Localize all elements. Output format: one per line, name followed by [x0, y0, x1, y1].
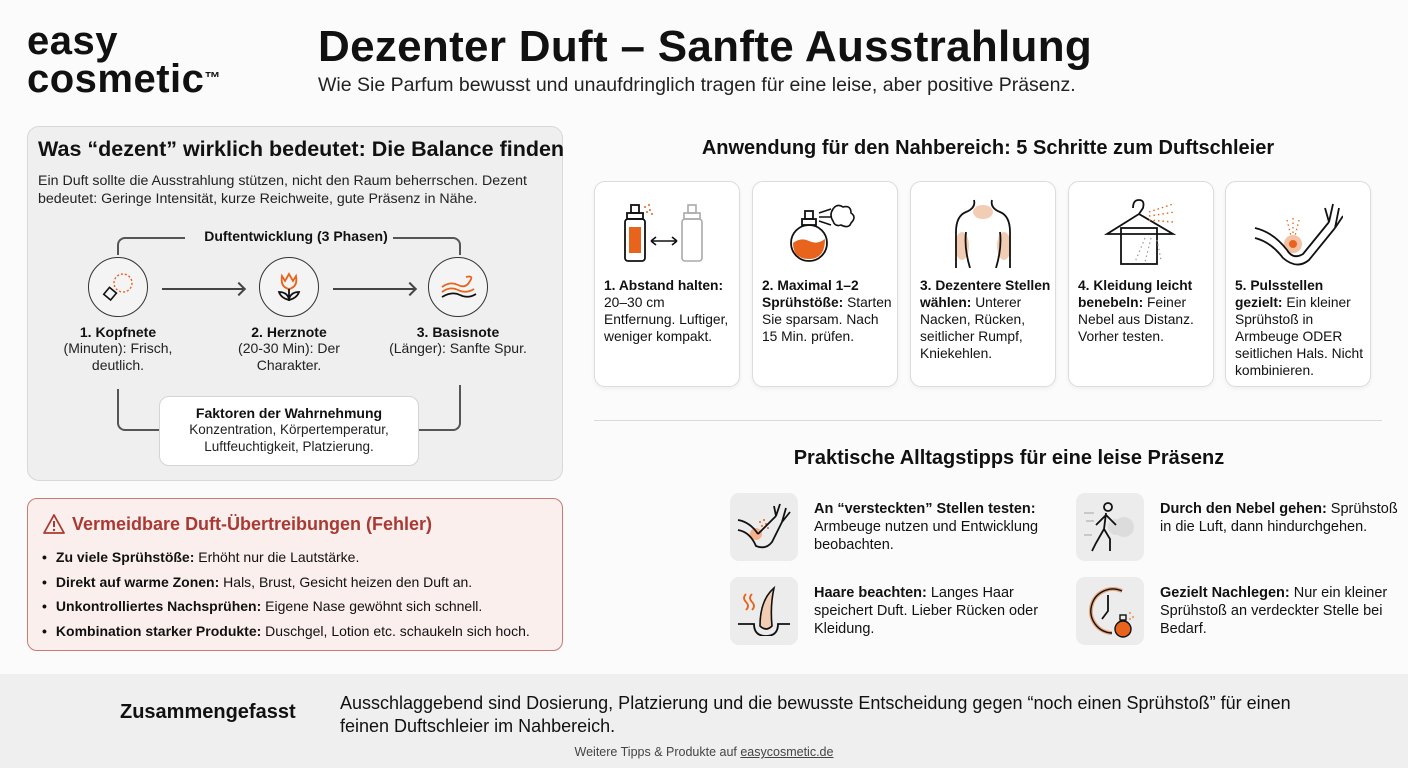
cycle-line-bottom-left: [117, 389, 160, 431]
cycle-line-top-right: [393, 237, 461, 255]
summary-label: Zusammengefasst: [120, 701, 296, 723]
walking-person-icon: [1076, 493, 1144, 561]
tip-text: Durch den Nebel gehen: Sprühstoß in die Luft, dann hindurchgehen.: [1160, 501, 1398, 535]
cycle-line-top-left: [117, 237, 185, 255]
factors-text: Konzentration, Körpertemperatur, Luftfeuchtigkeit, Platzierung.: [189, 422, 389, 454]
steps-title: Anwendung für den Nahbereich: 5 Schritte zum Duftschleier: [701, 137, 1275, 159]
brand-line-1: easy: [27, 19, 118, 63]
arm-pulse-icon: [1226, 182, 1370, 272]
arm-test-icon: [730, 493, 798, 561]
footer: [0, 745, 1408, 759]
tip-item-3: [730, 577, 1039, 645]
body-back-icon: [911, 182, 1055, 272]
footer-link[interactable]: easycosmetic.de: [740, 745, 834, 759]
phase-base-note: 3. Basisnote (Länger): Sanfte Spur.: [383, 257, 533, 357]
summary-text: Ausschlaggebend sind Dosierung, Platzierung und die bewusste Entscheidung gegen “noch einen Sprühstoß” für einen feinen Duftschleier im Nahbereich.: [340, 693, 1291, 736]
perfume-bottle-icon: [753, 182, 897, 272]
cycle-title: Duftentwicklung (3 Phasen): [204, 228, 388, 244]
page-subtitle: Wie Sie Parfum bewusst und unaufdringlich tragen für eine leise, aber positive Präsenz.: [318, 74, 1076, 96]
mistakes-list: [42, 545, 530, 643]
step-text: 5. Pulsstellen gezielt: Ein kleiner Sprühstoß in Armbeuge ODER seitlichen Hals. Nicht kombinieren.: [1235, 278, 1364, 378]
clock-perfume-icon: [1076, 577, 1144, 645]
step-text: 4. Kleidung leicht benebeln: Feiner Nebel aus Distanz. Vorher testen.: [1078, 278, 1194, 344]
footer-prefix: Weitere Tipps & Produkte auf: [574, 745, 741, 759]
tip-item-2: [1076, 493, 1398, 561]
step-text: 1. Abstand halten: 20–30 cm Entfernung. Luftiger, weniger kompakt.: [604, 278, 729, 344]
step-text: 2. Maximal 1–2 Sprühstöße: Starten Sie sparsam. Nach 15 Min. prüfen.: [762, 278, 892, 344]
balance-title: Was “dezent” wirklich bedeutet: Die Balance finden: [38, 137, 565, 161]
phase-heart-note: 2. Herznote (20-30 Min): Der Charakter.: [214, 257, 364, 374]
tip-text: Gezielt Nachlegen: Nur ein kleiner Sprühstoß an verdeckter Stelle bei Bedarf.: [1160, 585, 1388, 637]
summary-band: [0, 674, 1408, 768]
step-card-2: [752, 181, 898, 387]
wave-trail-icon: [428, 257, 488, 317]
step-card-5: [1225, 181, 1371, 387]
balance-intro: Ein Duft sollte die Ausstrahlung stützen, nicht den Raum beherrschen. Dezent bedeutet: Geringe Intensität, kurze Reichweite, gute Präsenz in Nähe.: [38, 173, 527, 207]
mistake-item: • Unkontrolliertes Nachsprühen: Eigene Nase gewöhnt sich schnell.: [42, 594, 530, 619]
mistake-item: • Direkt auf warme Zonen: Hals, Brust, Gesicht heizen den Duft an.: [42, 570, 530, 595]
spray-burst-icon: [88, 257, 148, 317]
hair-strand-icon: [730, 577, 798, 645]
phase-top-note: 1. Kopfnete (Minuten): Frisch, deutlich.: [43, 257, 193, 374]
mistake-item: • Zu viele Sprühstöße: Erhöht nur die Lautstärke.: [42, 545, 530, 570]
flower-icon: [259, 257, 319, 317]
trademark: ™: [204, 70, 221, 87]
mistakes-title: Vermeidbare Duft-Übertreibungen (Fehler): [72, 513, 433, 534]
balance-card: [27, 126, 563, 481]
tip-item-4: [1076, 577, 1388, 645]
brand-line-2: cosmetic: [27, 57, 205, 101]
brand-logo: [27, 19, 221, 101]
perception-factors-box: [159, 396, 419, 466]
mistake-item: • Kombination starker Produkte: Duschgel, Lotion etc. schaukeln sich hoch.: [42, 619, 530, 644]
step-card-1: [594, 181, 740, 387]
cycle-line-bottom-right: [419, 385, 461, 431]
step-card-4: [1068, 181, 1214, 387]
tip-text: Haare beachten: Langes Haar speichert Duft. Lieber Rücken oder Kleidung.: [814, 585, 1039, 637]
tip-item-1: [730, 493, 1039, 561]
step-card-3: [910, 181, 1056, 387]
page-title: Dezenter Duft – Sanfte Ausstrahlung: [318, 22, 1093, 71]
mistakes-card: [27, 498, 563, 651]
factors-title: Faktoren der Wahrnehmung: [195, 405, 383, 421]
hanger-icon: [1069, 182, 1213, 272]
mistakes-heading: [42, 513, 432, 535]
step-text: 3. Dezentere Stellen wählen: Unterer Nacken, Rücken, seitlicher Rumpf, Kniekehlen.: [920, 278, 1051, 361]
tips-title: Praktische Alltagstipps für eine leise Präsenz: [793, 447, 1225, 469]
warning-icon: [42, 513, 66, 535]
tip-text: An “versteckten” Stellen testen: Armbeuge nutzen und Entwicklung beobachten.: [814, 501, 1039, 553]
section-divider: [594, 420, 1382, 421]
spray-distance-icon: [595, 182, 739, 272]
